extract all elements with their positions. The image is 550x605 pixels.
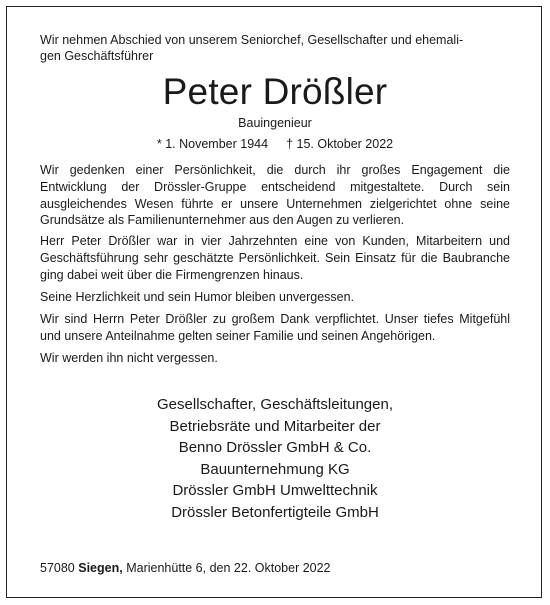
postcode: 57080 bbox=[40, 561, 75, 575]
death-date: † 15. Oktober 2022 bbox=[286, 137, 394, 151]
paragraph-5: Wir werden ihn nicht vergessen. bbox=[40, 351, 218, 365]
paragraph-1: Wir gedenken einer Persönlichkeit, die durch ihr großes Engagement die Entwicklung der Drössler-Gruppe entscheidend mitgestaltete. Durch sein ausgleichendes Wesen führte er unsere Unternehmen zielgerichtet ohne seine Grundsätze als Familienunternehmer aus den Augen zu verlieren. bbox=[40, 163, 510, 228]
place-and-date bbox=[40, 560, 331, 576]
signer-line: Drössler GmbH Umwelttechnik bbox=[172, 482, 378, 499]
deceased-profession: Bauingenieur bbox=[238, 116, 312, 130]
signer-line: Betriebsräte und Mitarbeiter der bbox=[169, 417, 381, 435]
signer-line: Gesellschafter, Geschäftsleitungen, bbox=[157, 396, 393, 413]
city: Siegen, bbox=[78, 561, 123, 575]
signer-line: Drössler Betonfertigteile GmbH bbox=[171, 503, 379, 521]
paragraph-4: Wir sind Herrn Peter Drößler zu großem Dank verpflichtet. Unser tiefes Mitgefühl und unsere Anteilnahme gelten seiner Familie und seinen Angehörigen. bbox=[40, 312, 510, 343]
signer-line: Benno Drössler GmbH & Co. bbox=[178, 439, 372, 456]
intro-text bbox=[40, 32, 510, 64]
life-dates bbox=[0, 136, 550, 152]
signers-block bbox=[0, 394, 550, 523]
intro-line-1: Wir nehmen Abschied von unserem Seniorchef, Gesellschafter und ehemali- bbox=[40, 33, 464, 47]
signer-line: Bauunternehmung KG bbox=[200, 460, 350, 478]
address-date: Marienhütte 6, den 22. Oktober 2022 bbox=[126, 561, 331, 575]
deceased-name: Peter Drößler bbox=[162, 71, 388, 112]
intro-line-2: gen Geschäftsführer bbox=[40, 49, 154, 63]
paragraph-3: Seine Herzlichkeit und sein Humor bleiben unvergessen. bbox=[40, 290, 355, 304]
paragraph-2: Herr Peter Drößler war in vier Jahrzehnten eine von Kunden, Mitarbeitern und Geschäftsführung sehr geschätzte Persönlichkeit. Sein Einsatz für die Baubranche ging dabei weit über die Firmengrenzen hinaus. bbox=[40, 234, 510, 282]
birth-date: * 1. November 1944 bbox=[156, 137, 269, 151]
